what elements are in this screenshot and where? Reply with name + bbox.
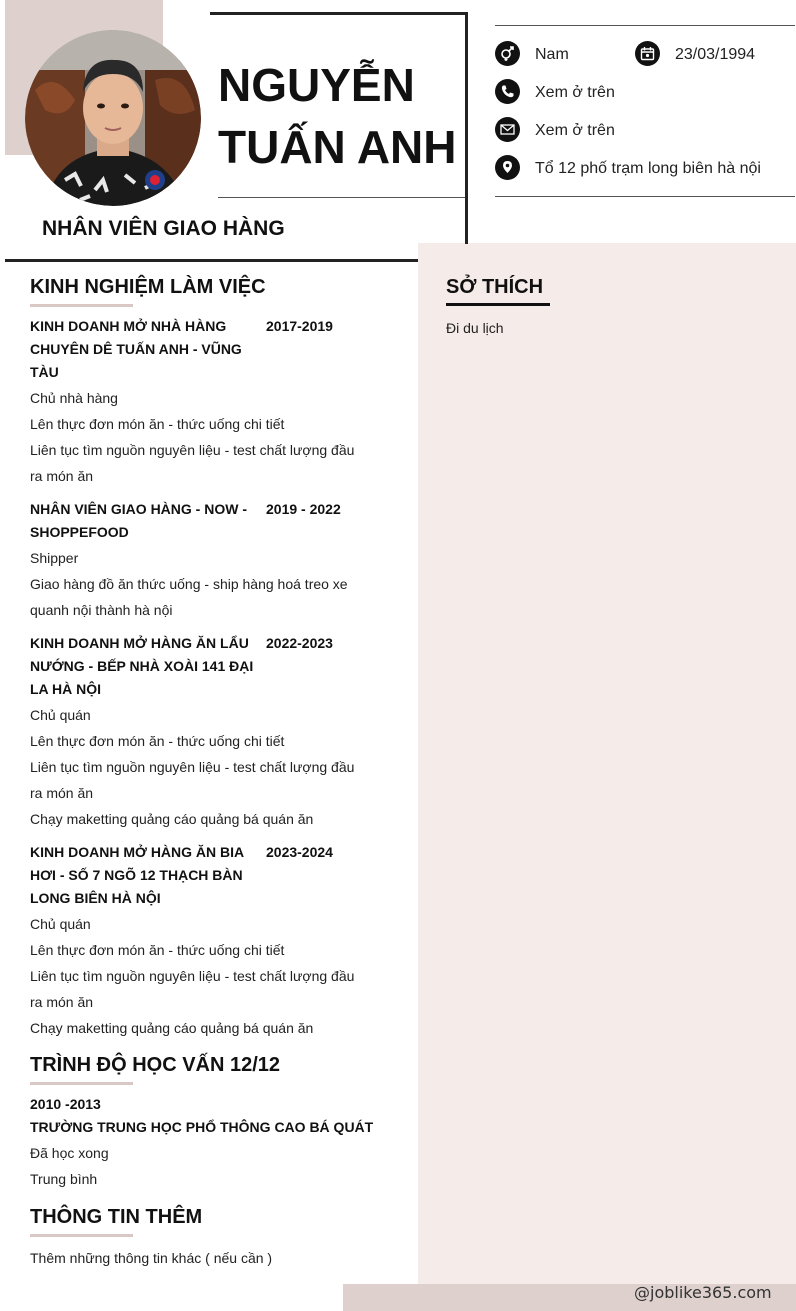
experience-description: Chủ nhà hàng Lên thực đơn món ăn - thức uống chi tiết Liên tục tìm nguồn nguyên liệu - test chất lượng đầu ra món ăn [30, 390, 355, 484]
gender-icon [495, 41, 520, 66]
experience-company: NHÂN VIÊN GIAO HÀNG - NOW - SHOPPEFOOD [30, 501, 247, 540]
experience-date: 2023-2024 [266, 844, 333, 860]
hobbies-heading: SỞ THÍCH [446, 276, 544, 298]
divider [495, 25, 795, 26]
experience-company: KINH DOANH MỞ NHÀ HÀNG CHUYÊN DÊ TUẤN ANH - VŨNG TÀU [30, 318, 242, 380]
avatar [25, 30, 201, 206]
experience-date: 2022-2023 [266, 635, 333, 651]
experience-date: 2019 - 2022 [266, 501, 341, 517]
divider [495, 196, 795, 197]
hobbies-text: Đi du lịch [446, 320, 504, 336]
education-description: Đã học xong Trung bình [30, 1145, 109, 1187]
section-rule [30, 1082, 133, 1085]
divider [218, 197, 465, 198]
additional-info-text: Thêm những thông tin khác ( nếu cần ) [30, 1250, 273, 1266]
experience-description: Chủ quán Lên thực đơn món ăn - thức uống chi tiết Liên tục tìm nguồn nguyên liệu - test chất lượng đầu ra món ăn Chạy maketting quảng cáo quảng bá quán ăn [30, 916, 355, 1036]
experience-company: KINH DOANH MỞ HÀNG ĂN BIA HƠI - SỐ 7 NGÕ 12 THẠCH BÀN LONG BIÊN HÀ NỘI [30, 844, 245, 906]
phone-icon [495, 79, 520, 104]
experience-description: Chủ quán Lên thực đơn món ăn - thức uống chi tiết Liên tục tìm nguồn nguyên liệu - test chất lượng đầu ra món ăn Chạy maketting quảng cáo quảng bá quán ăn [30, 707, 355, 827]
calendar-icon [635, 41, 660, 66]
address-value: Tổ 12 phố trạm long biên hà nội [535, 160, 761, 177]
location-pin-icon [495, 155, 520, 180]
frame-line [5, 259, 418, 262]
education-school: TRƯỜNG TRUNG HỌC PHỔ THÔNG CAO BÁ QUÁT [30, 1119, 374, 1135]
name-line: TUẤN ANH [218, 121, 457, 173]
experience-heading: KINH NGHIỆM LÀM VIỆC [30, 276, 266, 298]
job-title: NHÂN VIÊN GIAO HÀNG [42, 217, 285, 240]
education-date: 2010 -2013 [30, 1096, 101, 1112]
phone-value: Xem ở trên [535, 84, 615, 101]
section-rule [30, 1234, 133, 1237]
email-value: Xem ở trên [535, 122, 615, 139]
section-rule [446, 303, 550, 306]
additional-info-heading: THÔNG TIN THÊM [30, 1206, 203, 1228]
education-heading: TRÌNH ĐỘ HỌC VẤN 12/12 [30, 1054, 281, 1076]
experience-date: 2017-2019 [266, 318, 333, 334]
section-rule [30, 304, 133, 307]
frame-line [465, 12, 468, 244]
experience-company: KINH DOANH MỞ HÀNG ĂN LẨU NƯỚNG - BẾP NHÀ XOÀI 141 ĐẠI LA HÀ NỘI [30, 635, 254, 697]
right-panel-background [418, 243, 796, 1311]
full-name [218, 54, 463, 178]
name-line: NGUYỄN [218, 59, 415, 111]
watermark: @joblike365.com [634, 1283, 772, 1302]
experience-description: Shipper Giao hàng đồ ăn thức uống - ship hàng hoá treo xe quanh nội thành hà nội [30, 550, 348, 618]
frame-line [210, 12, 468, 15]
birthday-value: 23/03/1994 [675, 46, 756, 63]
gender-value: Nam [535, 46, 569, 63]
mail-icon [495, 117, 520, 142]
